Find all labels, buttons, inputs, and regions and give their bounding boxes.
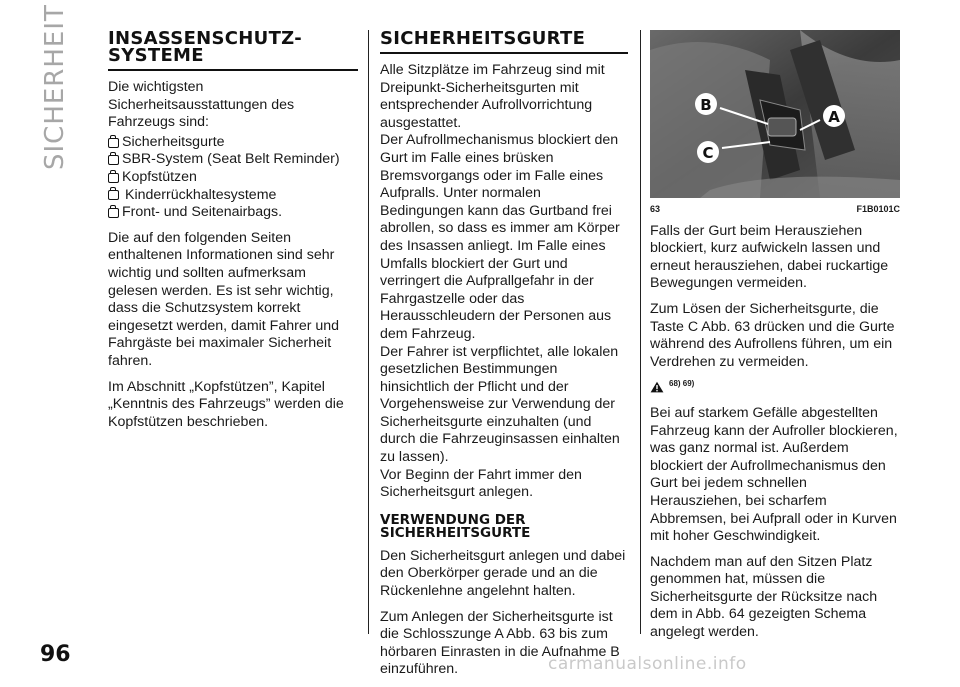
column-seat-belts bbox=[380, 30, 628, 687]
list-item: Sicherheitsgurte bbox=[108, 134, 358, 152]
column-divider bbox=[368, 30, 369, 634]
bag-bullet-icon bbox=[108, 173, 119, 183]
label-b: B bbox=[700, 96, 712, 114]
watermark: carmanualsonline.info bbox=[548, 654, 747, 674]
headrest-paragraph: Im Abschnitt „Kopfstützen”, Kapitel „Kenntnis des Fahrzeugs” werden die Kopfstützen beschrieben. bbox=[108, 378, 344, 430]
paragraph: Zum Anlegen der Sicherheitsgurte ist die Schlosszunge A Abb. 63 bis zum hörbaren Einrasten in die Aufnahme B einzuführen. bbox=[380, 608, 620, 678]
list-item: Kopfstützen bbox=[108, 169, 358, 187]
paragraph: Vor Beginn der Fahrt immer den Sicherheitsgurt anlegen. bbox=[380, 466, 582, 501]
bag-bullet-icon bbox=[108, 190, 119, 200]
paragraph: Bei auf starkem Gefälle abgestellten Fahrzeug kann der Aufroller blockieren, was ganz normal ist. Außerdem blockiert der Aufrollmechanismus den Gurt bei jedem schnellen Herausziehen, bei scharfem Abbremsen, bei Aufprall oder in Kurven mit hoher Geschwindigkeit. bbox=[650, 404, 898, 545]
bag-bullet-icon bbox=[108, 208, 119, 218]
bag-bullet-icon bbox=[108, 138, 119, 148]
figure-seatbelt-buckle bbox=[650, 30, 900, 198]
paragraph: Zum Lösen der Sicherheitsgurte, die Taste C Abb. 63 drücken und die Gurte während des Aufrollens führen, um ein Verdrehen zu vermeiden. bbox=[650, 300, 895, 370]
column-divider bbox=[640, 30, 641, 634]
heading-line-1: INSASSENSCHUTZ- bbox=[108, 28, 302, 49]
list-item: Kinderrückhaltesysteme bbox=[108, 187, 358, 205]
subheading-belt-usage: VERWENDUNG DER SICHERHEITSGURTE bbox=[380, 511, 531, 541]
paragraph: Der Aufrollmechanismus blockiert den Gurt im Falle eines brüsken Bremsvorgangs oder im Falle eines Aufpralls. Unter normalen Bedingungen kann das Gurtband frei abrollen, so dass es immer am Körper des Insassen anliegt. Im Falle eines Umfalls blockiert der Gurt und verringert die Aufprallgefahr in der Fahrgastzelle oder das Herausschleudern der Personen aus dem Fahrzeug. bbox=[380, 132, 620, 342]
heading-occupant-protection bbox=[108, 30, 358, 71]
label-a: A bbox=[828, 108, 840, 126]
figure-code: F1B0101C bbox=[856, 204, 900, 214]
paragraph: Den Sicherheitsgurt anlegen und dabei den Oberkörper gerade und an die Rückenlehne angelehnt halten. bbox=[380, 547, 626, 600]
bag-bullet-icon bbox=[108, 155, 119, 165]
label-c: C bbox=[702, 144, 714, 162]
heading-seat-belts: SICHERHEITSGURTE bbox=[380, 30, 628, 54]
section-side-title: SICHERHEIT bbox=[40, 4, 70, 170]
intro-paragraph: Die wichtigsten Sicherheitsausstattungen des Fahrzeugs sind: bbox=[108, 79, 295, 131]
list-item: SBR-System (Seat Belt Reminder) bbox=[108, 151, 358, 169]
column-occupant-protection bbox=[108, 30, 358, 439]
list-item: Front- und Seitenairbags. bbox=[108, 204, 358, 222]
paragraph: Nachdem man auf den Sitzen Platz genommen hat, müssen die Sicherheitsgurte der Rücksitze nach dem in Abb. 64 gezeigten Schema angelegt werden. bbox=[650, 553, 878, 641]
figure-caption bbox=[650, 201, 900, 219]
warning-triangle-icon bbox=[650, 381, 664, 393]
paragraph: Der Fahrer ist verpflichtet, alle lokalen gesetzlichen Bestimmungen hinsichtlich der Pflicht und der Vorgehensweise zur Verwendung der Sicherheitsgurte einzuhalten (und durch die Fahrzeuginsassen einhalten zu lassen). bbox=[380, 343, 620, 466]
safety-items-list bbox=[108, 134, 358, 222]
info-paragraph: Die auf den folgenden Seiten enthaltenen Informationen sind sehr wichtig und sollten aufmerksam gelesen werden. Es ist sehr wichtig, dass die Schutzsystem korrekt eingesetzt werden, damit Fahrer und Fahrgäste bei maximaler Sicherheit fahren. bbox=[108, 229, 340, 369]
heading-line-2: SYSTEME bbox=[108, 45, 204, 66]
warning-reference bbox=[650, 375, 900, 393]
seatbelt-buckle-illustration bbox=[650, 30, 900, 198]
paragraph: Falls der Gurt beim Herausziehen blockiert, kurz aufwickeln lassen und erneut herausziehen, dabei ruckartige Bewegungen vermeiden. bbox=[650, 222, 889, 292]
figure-number: 63 bbox=[650, 204, 661, 214]
column-belt-release bbox=[650, 30, 900, 650]
page-number: 96 bbox=[40, 642, 71, 667]
paragraph: Alle Sitzplätze im Fahrzeug sind mit Dreipunkt-Sicherheitsgurten mit entsprechender Aufrollvorrichtung ausgestattet. bbox=[380, 62, 605, 131]
warning-refs: 68) 69) bbox=[669, 379, 695, 389]
